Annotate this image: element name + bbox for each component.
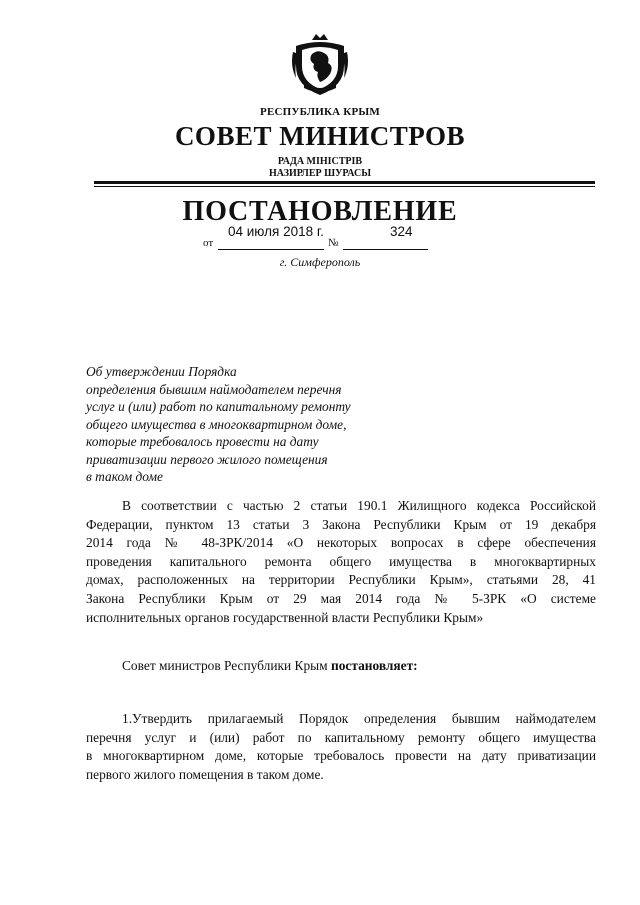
number-underline <box>343 249 428 250</box>
header-divider-thin <box>94 186 595 187</box>
decree-title: ПОСТАНОВЛЕНИЕ <box>182 196 458 227</box>
preamble-line: Закона Республики Крым от 29 мая 2014 года № 5-ЗРК «О системе <box>86 590 596 606</box>
header-divider-thick <box>94 181 595 184</box>
decree-city: г. Симферополь <box>279 255 361 269</box>
preamble-line: домах, расположенных на территории Республики Крым», статьями 28, 41 <box>86 572 596 588</box>
item-1-line: перечня услуг и (или) работ по капитальному ремонту общего имущества <box>86 729 596 745</box>
preamble-line: 2014 года № 48-ЗРК/2014 «О некоторых вопросах в сфере обеспечения <box>86 535 596 551</box>
item-1-line: 1.Утвердить прилагаемый Порядок определения бывшим наймодателем <box>122 711 596 726</box>
subject-line: услуг и (или) работ по капитальному ремонту <box>86 399 351 414</box>
resolves-keyword: постановляет: <box>330 658 418 673</box>
subject-line: приватизации первого жилого помещения <box>86 451 328 467</box>
council-name-ukrainian: РАДА МІНІСТРІВ <box>277 156 363 167</box>
decree-date: 04 июля 2018 г. <box>228 224 324 239</box>
preamble-line: проведения капитального ремонта общего имущества в многоквартирных <box>86 553 596 569</box>
resolves-paragraph <box>86 657 596 676</box>
decree-subject <box>86 363 386 486</box>
date-underline <box>218 249 324 250</box>
preamble-paragraph <box>86 497 596 627</box>
resolves-text: Совет министров Республики Крым <box>122 658 331 673</box>
republic-name: РЕСПУБЛИКА КРЫМ <box>260 106 380 118</box>
council-name-crimean-tatar: НАЗИРЛЕР ШУРАСЫ <box>268 168 372 179</box>
subject-line: которые требовалось провести на дату <box>86 434 319 449</box>
preamble-line: Федерации, пунктом 13 статьи 3 Закона Республики Крым от 19 декабря <box>86 516 596 532</box>
subject-line: в таком доме <box>86 469 163 484</box>
council-name: СОВЕТ МИНИСТРОВ <box>174 121 466 151</box>
preamble-line: В соответствии с частью 2 статьи 190.1 Жилищного кодекса Российской <box>122 498 596 513</box>
subject-line: общего имущества в многоквартирном доме, <box>86 416 347 432</box>
decree-date-number-row <box>0 224 640 254</box>
subject-line: Об утверждении Порядка <box>86 364 237 379</box>
decree-number: 324 <box>390 224 413 239</box>
item-1-paragraph <box>86 710 596 784</box>
subject-line: определения бывшим наймодателем перечня <box>86 381 342 397</box>
item-1-line: в многоквартирном доме, которые требовалось провести на дату приватизации <box>86 748 596 764</box>
item-1-line: первого жилого помещения в таком доме. <box>86 766 324 782</box>
date-label: от <box>203 237 214 249</box>
number-label: № <box>328 237 339 249</box>
resolves-line <box>86 657 596 676</box>
crimea-coat-of-arms-emblem <box>290 32 350 98</box>
preamble-line: исполнительных органов государственной власти Республики Крым» <box>86 609 484 625</box>
